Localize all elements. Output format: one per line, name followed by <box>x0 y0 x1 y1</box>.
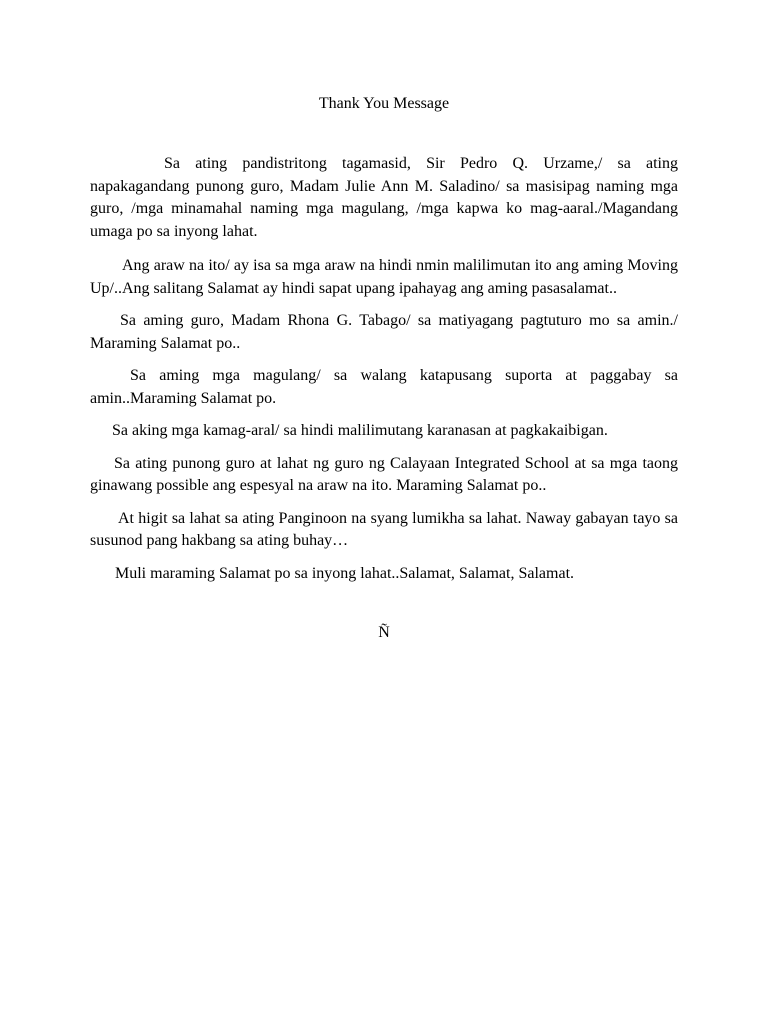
paragraph-classmates-thanks: Sa aking mga kamag-aral/ sa hindi malilimutang karanasan at pagkakaibigan. <box>112 422 608 439</box>
paragraph-parents-thanks: Sa aming mga magulang/ sa walang katapusang suporta at paggabay sa amin..Maraming Salamat po. <box>90 367 678 407</box>
paragraph-school-thanks: Sa ating punong guro at lahat ng guro ng Calayaan Integrated School at sa mga taong ginawang possible ang espesyal na araw na ito. Maraming Salamat po.. <box>90 454 678 494</box>
paragraph-moving-up: Ang araw na ito/ ay isa sa mga araw na hindi nmin malilimutan ito ang aming Moving Up/..Ang salitang Salamat ay hindi sapat upang ipahayag ang aming pasasalamat.. <box>90 257 678 297</box>
document-title: Thank You Message <box>318 95 450 112</box>
end-mark: Ñ <box>378 624 390 641</box>
paragraph-greeting: Sa ating pandistritong tagamasid, Sir Pedro Q. Urzame,/ sa ating napakagandang punong guro, Madam Julie Ann M. Saladino/ sa masisipag naming mga guro, /mga minamahal naming mga magulang, /mga kapwa ko mag-aaral./Magandang umaga po sa inyong lahat. <box>90 155 678 240</box>
paragraph-teacher-thanks: Sa aming guro, Madam Rhona G. Tabago/ sa matiyagang pagtuturo mo sa amin./ Maraming Salamat po.. <box>90 312 678 352</box>
document-body <box>90 153 678 595</box>
paragraph-god-thanks: At higit sa lahat sa ating Panginoon na syang lumikha sa lahat. Naway gabayan tayo sa susunod pang hakbang sa ating buhay… <box>90 509 678 549</box>
paragraph-closing: Muli maraming Salamat po sa inyong lahat..Salamat, Salamat, Salamat. <box>115 564 575 582</box>
